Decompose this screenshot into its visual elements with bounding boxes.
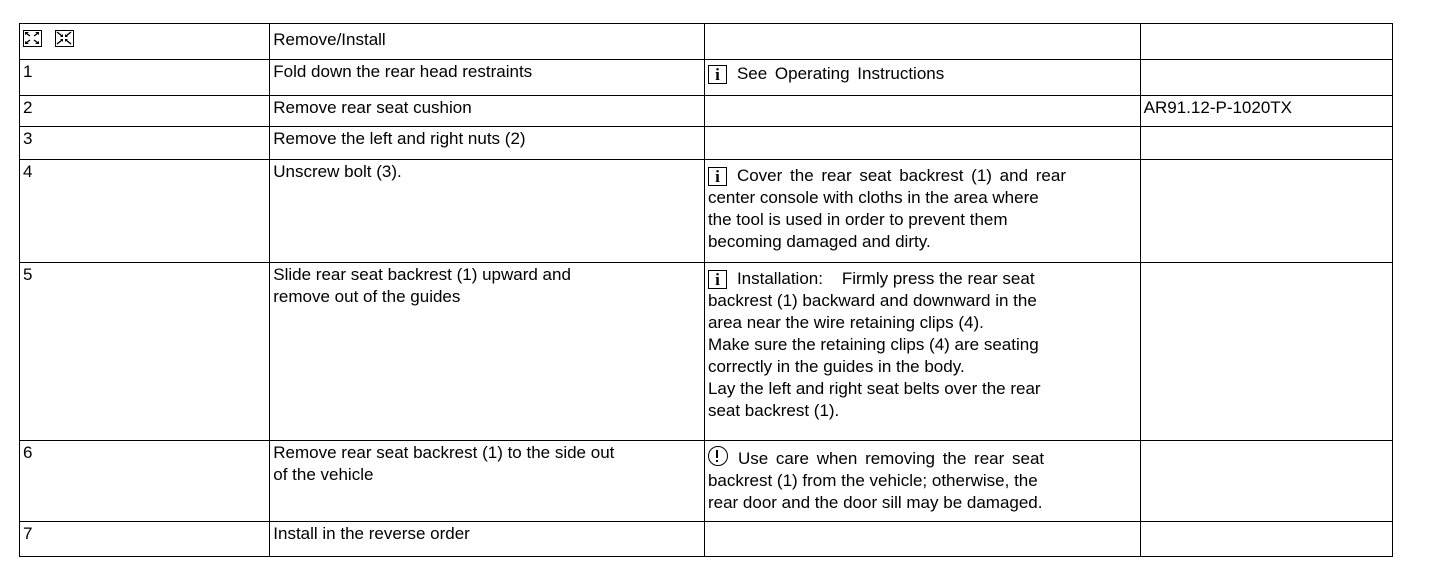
step-action-text: of the vehicle [273,465,374,484]
step-ref-cell [1140,160,1392,263]
step-action-text: Slide rear seat backrest (1) upward and [273,265,571,284]
step-action-cell [270,263,705,441]
step-action-cell [270,160,705,263]
step-note-text: area near the wire retaining clips (4). [707,313,984,332]
step-action-text: remove out of the guides [273,287,461,306]
table-row [20,263,1393,441]
step-note-text: backrest (1) backward and downward in the [707,291,1037,310]
step-number-cell [20,160,270,263]
header-note-cell [704,24,1140,60]
step-note-text: rear door and the door sill may be damaged. [707,493,1043,512]
document-reference-link[interactable]: AR91.12-P-1020TX [1143,98,1293,117]
step-note-cell [704,263,1140,441]
step-ref-cell [1140,127,1392,160]
table-row [20,60,1393,96]
step-note-text: Cover the rear seat backrest (1) and rear [736,166,1066,185]
step-number: 3 [23,129,33,148]
step-number: 1 [23,62,33,81]
table-row [20,522,1393,557]
caution-icon [708,446,728,466]
step-number: 7 [23,524,33,543]
step-note-text: becoming damaged and dirty. [707,232,931,251]
expand-arrows-icon[interactable] [23,30,42,47]
step-action-text: Unscrew bolt (3). [273,162,402,181]
step-note-cell [704,160,1140,263]
step-action-cell [270,96,705,127]
step-action-cell [270,127,705,160]
header-icons-cell [20,24,270,60]
step-note-text: See Operating Instructions [736,64,945,83]
step-number: 5 [23,265,33,284]
info-icon: i [708,167,727,186]
step-action-cell [270,522,705,557]
table-row [20,96,1393,127]
step-note-text: Use care when removing the rear seat [737,449,1045,468]
step-note-text: Lay the left and right seat belts over the rear [707,379,1041,398]
step-ref-cell [1140,263,1392,441]
header-action-label: Remove/Install [273,30,386,49]
table-row [20,127,1393,160]
step-number-cell [20,522,270,557]
header-ref-cell [1140,24,1392,60]
table-header-row [20,24,1393,60]
step-note-text: seat backrest (1). [707,401,840,420]
procedure-table [19,23,1393,557]
step-action-text: Remove the left and right nuts (2) [273,129,526,148]
step-number: 4 [23,162,33,181]
step-note-cell [704,522,1140,557]
info-icon: i [708,270,727,289]
step-note-text: center console with cloths in the area where [707,188,1039,207]
step-note-text: Installation: Firmly press the rear seat [736,269,1035,288]
step-action-cell [270,60,705,96]
step-number-cell [20,60,270,96]
step-ref-cell [1140,522,1392,557]
collapse-arrows-icon[interactable] [55,30,74,47]
step-number-cell [20,263,270,441]
step-action-text: Remove rear seat cushion [273,98,472,117]
info-icon: i [708,65,727,84]
step-note-cell [704,441,1140,522]
step-number: 2 [23,98,33,117]
table-row [20,160,1393,263]
step-number: 6 [23,443,33,462]
step-action-text: Fold down the rear head restraints [273,62,533,81]
step-note-cell [704,60,1140,96]
step-number-cell [20,127,270,160]
step-ref-cell [1140,96,1392,127]
step-note-cell [704,96,1140,127]
table-row [20,441,1393,522]
step-note-text: Make sure the retaining clips (4) are seating [707,335,1039,354]
step-note-text: correctly in the guides in the body. [707,357,965,376]
step-ref-cell [1140,441,1392,522]
step-number-cell [20,96,270,127]
header-action-cell [270,24,705,60]
step-note-text: the tool is used in order to prevent them [707,210,1008,229]
step-action-text: Install in the reverse order [273,524,470,543]
step-action-text: Remove rear seat backrest (1) to the side out [273,443,615,462]
step-note-cell [704,127,1140,160]
step-number-cell [20,441,270,522]
step-note-text: backrest (1) from the vehicle; otherwise, the [707,471,1038,490]
step-action-cell [270,441,705,522]
step-ref-cell [1140,60,1392,96]
